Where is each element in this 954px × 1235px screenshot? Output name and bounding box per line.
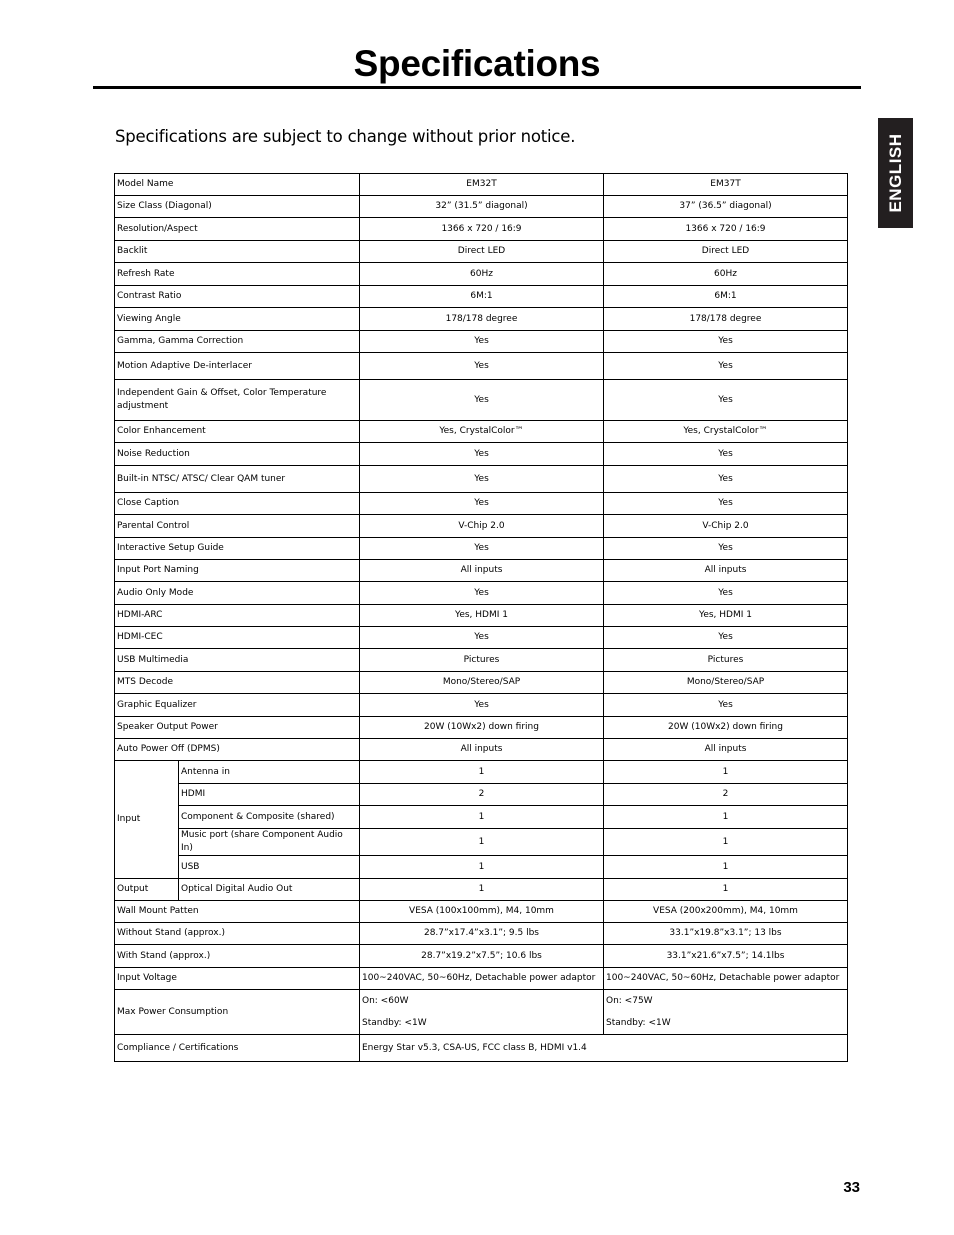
spec-value-em32t: 6M:1 <box>360 286 604 308</box>
table-row <box>115 353 848 380</box>
spec-value-em32t: Yes <box>360 582 604 605</box>
spec-value-em37t: Yes <box>604 582 848 605</box>
table-row <box>115 649 848 672</box>
spec-label: Input Voltage <box>115 968 360 990</box>
spec-value-em37t: Yes <box>604 331 848 353</box>
spec-value-compliance: Energy Star v5.3, CSA-US, FCC class B, HDMI v1.4 <box>360 1035 848 1062</box>
spec-value-em37t: All inputs <box>604 739 848 761</box>
spec-value-em37t: 33.1”x21.6”x7.5”; 14.1lbs <box>604 945 848 968</box>
spec-value-em37t: Yes <box>604 538 848 560</box>
table-row <box>115 806 848 829</box>
spec-value-em37t: Yes <box>604 380 848 421</box>
table-row <box>115 196 848 218</box>
table-row <box>115 739 848 761</box>
spec-value-em32t: Yes <box>360 443 604 466</box>
spec-label: MTS Decode <box>115 672 360 694</box>
spec-value-em37t: Yes <box>604 466 848 493</box>
table-row <box>115 538 848 560</box>
spec-value-em37t: Yes <box>604 694 848 717</box>
table-row <box>115 174 848 196</box>
spec-value-em37t: EM37T <box>604 174 848 196</box>
spec-value-em37t: 178/178 degree <box>604 308 848 331</box>
spec-label: Wall Mount Patten <box>115 901 360 923</box>
spec-value-em37t <box>604 990 848 1035</box>
spec-value-em32t: 1 <box>360 829 604 856</box>
spec-value-em32t: 1 <box>360 856 604 879</box>
spec-value-em32t <box>360 990 604 1035</box>
spec-value-em32t: Yes <box>360 538 604 560</box>
table-row <box>115 263 848 286</box>
spec-value-em37t: Yes <box>604 353 848 380</box>
table-row <box>115 218 848 241</box>
table-row <box>115 717 848 739</box>
table-row <box>115 443 848 466</box>
table-row <box>115 380 848 421</box>
spec-value-em37t: 20W (10Wx2) down firing <box>604 717 848 739</box>
language-tab <box>878 118 913 228</box>
table-row <box>115 582 848 605</box>
spec-label: Built-in NTSC/ ATSC/ Clear QAM tuner <box>115 466 360 493</box>
power-standby-value: Standby: <1W <box>606 1018 671 1028</box>
spec-value-em32t: 28.7”x19.2”x7.5”; 10.6 lbs <box>360 945 604 968</box>
spec-sublabel: Music port (share Component Audio In) <box>179 829 360 856</box>
spec-sublabel: Component & Composite (shared) <box>179 806 360 829</box>
spec-value-em37t: Mono/Stereo/SAP <box>604 672 848 694</box>
spec-group-label-input: Input <box>115 761 179 879</box>
change-notice: Specifications are subject to change without prior notice. <box>115 127 576 146</box>
spec-value-em32t: Pictures <box>360 649 604 672</box>
spec-value-em32t: Mono/Stereo/SAP <box>360 672 604 694</box>
spec-value-em32t: Yes <box>360 380 604 421</box>
table-row <box>115 493 848 515</box>
spec-label: Input Port Naming <box>115 560 360 582</box>
spec-sublabel: Antenna in <box>179 761 360 784</box>
spec-label: Color Enhancement <box>115 421 360 443</box>
spec-value-em37t: 60Hz <box>604 263 848 286</box>
spec-label: Audio Only Mode <box>115 582 360 605</box>
spec-label: Size Class (Diagonal) <box>115 196 360 218</box>
spec-label: Viewing Angle <box>115 308 360 331</box>
spec-value-em37t: Direct LED <box>604 241 848 263</box>
specifications-table <box>114 173 848 1062</box>
page-number: 33 <box>843 1179 860 1196</box>
spec-label: Parental Control <box>115 515 360 538</box>
table-row <box>115 466 848 493</box>
spec-value-em37t: 1 <box>604 829 848 856</box>
spec-label: With Stand (approx.) <box>115 945 360 968</box>
power-standby-value: Standby: <1W <box>362 1018 427 1028</box>
spec-value-em37t: 100~240VAC, 50~60Hz, Detachable power adaptor <box>604 968 848 990</box>
spec-label: HDMI-ARC <box>115 605 360 627</box>
spec-value-em32t: Yes <box>360 466 604 493</box>
spec-label: USB Multimedia <box>115 649 360 672</box>
spec-value-em37t: VESA (200x200mm), M4, 10mm <box>604 901 848 923</box>
spec-label: Max Power Consumption <box>115 990 360 1035</box>
spec-value-em32t: 28.7”x17.4”x3.1”; 9.5 lbs <box>360 923 604 945</box>
spec-value-em32t: 1366 x 720 / 16:9 <box>360 218 604 241</box>
spec-value-em37t: 1 <box>604 761 848 784</box>
table-row <box>115 331 848 353</box>
table-row <box>115 923 848 945</box>
spec-value-em32t: 20W (10Wx2) down firing <box>360 717 604 739</box>
spec-sublabel: HDMI <box>179 784 360 806</box>
spec-label: Without Stand (approx.) <box>115 923 360 945</box>
spec-value-em32t: Yes, CrystalColor™ <box>360 421 604 443</box>
table-row <box>115 672 848 694</box>
spec-value-em32t: 1 <box>360 761 604 784</box>
table-row <box>115 308 848 331</box>
spec-value-em32t: Yes <box>360 353 604 380</box>
table-row <box>115 241 848 263</box>
table-row <box>115 945 848 968</box>
table-row <box>115 829 848 856</box>
page-title: Specifications <box>353 43 601 84</box>
spec-value-em32t: 2 <box>360 784 604 806</box>
spec-label: Refresh Rate <box>115 263 360 286</box>
table-row <box>115 286 848 308</box>
spec-value-em37t: Yes <box>604 493 848 515</box>
table-row <box>115 1035 848 1062</box>
spec-value-em32t: Yes <box>360 627 604 649</box>
spec-value-em37t: 6M:1 <box>604 286 848 308</box>
spec-label: Interactive Setup Guide <box>115 538 360 560</box>
spec-value-em37t: 33.1”x19.8”x3.1”; 13 lbs <box>604 923 848 945</box>
spec-value-em32t: 1 <box>360 879 604 901</box>
table-row <box>115 627 848 649</box>
spec-value-em37t: 1 <box>604 856 848 879</box>
spec-value-em37t: 1366 x 720 / 16:9 <box>604 218 848 241</box>
spec-value-em37t: Pictures <box>604 649 848 672</box>
spec-group-label-output: Output <box>115 879 179 901</box>
spec-label: Noise Reduction <box>115 443 360 466</box>
language-tab-label: ENGLISH <box>885 133 905 213</box>
spec-value-em37t: Yes <box>604 627 848 649</box>
spec-value-em32t: 178/178 degree <box>360 308 604 331</box>
spec-label: Close Caption <box>115 493 360 515</box>
spec-label: Backlit <box>115 241 360 263</box>
spec-value-em32t: All inputs <box>360 739 604 761</box>
spec-value-em37t: Yes, CrystalColor™ <box>604 421 848 443</box>
spec-label: Motion Adaptive De-interlacer <box>115 353 360 380</box>
spec-value-em37t: 1 <box>604 879 848 901</box>
spec-value-em32t: 1 <box>360 806 604 829</box>
spec-value-em32t: 32” (31.5” diagonal) <box>360 196 604 218</box>
spec-label: Graphic Equalizer <box>115 694 360 717</box>
spec-label: Auto Power Off (DPMS) <box>115 739 360 761</box>
table-row <box>115 605 848 627</box>
table-row <box>115 784 848 806</box>
spec-label: Model Name <box>115 174 360 196</box>
spec-value-em32t: EM32T <box>360 174 604 196</box>
spec-sublabel: Optical Digital Audio Out <box>179 879 360 901</box>
spec-label: Resolution/Aspect <box>115 218 360 241</box>
spec-sublabel: USB <box>179 856 360 879</box>
spec-value-em32t: VESA (100x100mm), M4, 10mm <box>360 901 604 923</box>
table-row <box>115 560 848 582</box>
spec-value-em32t: 100~240VAC, 50~60Hz, Detachable power adaptor <box>360 968 604 990</box>
spec-label: Compliance / Certifications <box>115 1035 360 1062</box>
spec-value-em37t: Yes, HDMI 1 <box>604 605 848 627</box>
spec-value-em37t: 37” (36.5” diagonal) <box>604 196 848 218</box>
spec-value-em32t: Yes, HDMI 1 <box>360 605 604 627</box>
table-row <box>115 879 848 901</box>
spec-value-em32t: Direct LED <box>360 241 604 263</box>
spec-label: HDMI-CEC <box>115 627 360 649</box>
table-row <box>115 901 848 923</box>
table-row <box>115 990 848 1035</box>
table-row <box>115 694 848 717</box>
spec-value-em32t: 60Hz <box>360 263 604 286</box>
table-row <box>115 421 848 443</box>
spec-label: Contrast Ratio <box>115 286 360 308</box>
spec-label: Independent Gain & Offset, Color Temperature adjustment <box>115 380 360 421</box>
spec-value-em32t: V-Chip 2.0 <box>360 515 604 538</box>
spec-label: Speaker Output Power <box>115 717 360 739</box>
spec-value-em37t: V-Chip 2.0 <box>604 515 848 538</box>
spec-label: Gamma, Gamma Correction <box>115 331 360 353</box>
table-row <box>115 968 848 990</box>
spec-value-em32t: Yes <box>360 493 604 515</box>
spec-value-em32t: Yes <box>360 694 604 717</box>
spec-value-em32t: Yes <box>360 331 604 353</box>
table-row <box>115 515 848 538</box>
spec-value-em37t: 2 <box>604 784 848 806</box>
power-on-value: On: <60W <box>362 996 409 1006</box>
spec-value-em32t: All inputs <box>360 560 604 582</box>
title-divider <box>93 86 861 89</box>
spec-value-em37t: 1 <box>604 806 848 829</box>
power-on-value: On: <75W <box>606 996 653 1006</box>
table-row <box>115 761 848 784</box>
spec-value-em37t: Yes <box>604 443 848 466</box>
specifications-table-body <box>115 174 848 1062</box>
table-row <box>115 856 848 879</box>
spec-value-em37t: All inputs <box>604 560 848 582</box>
